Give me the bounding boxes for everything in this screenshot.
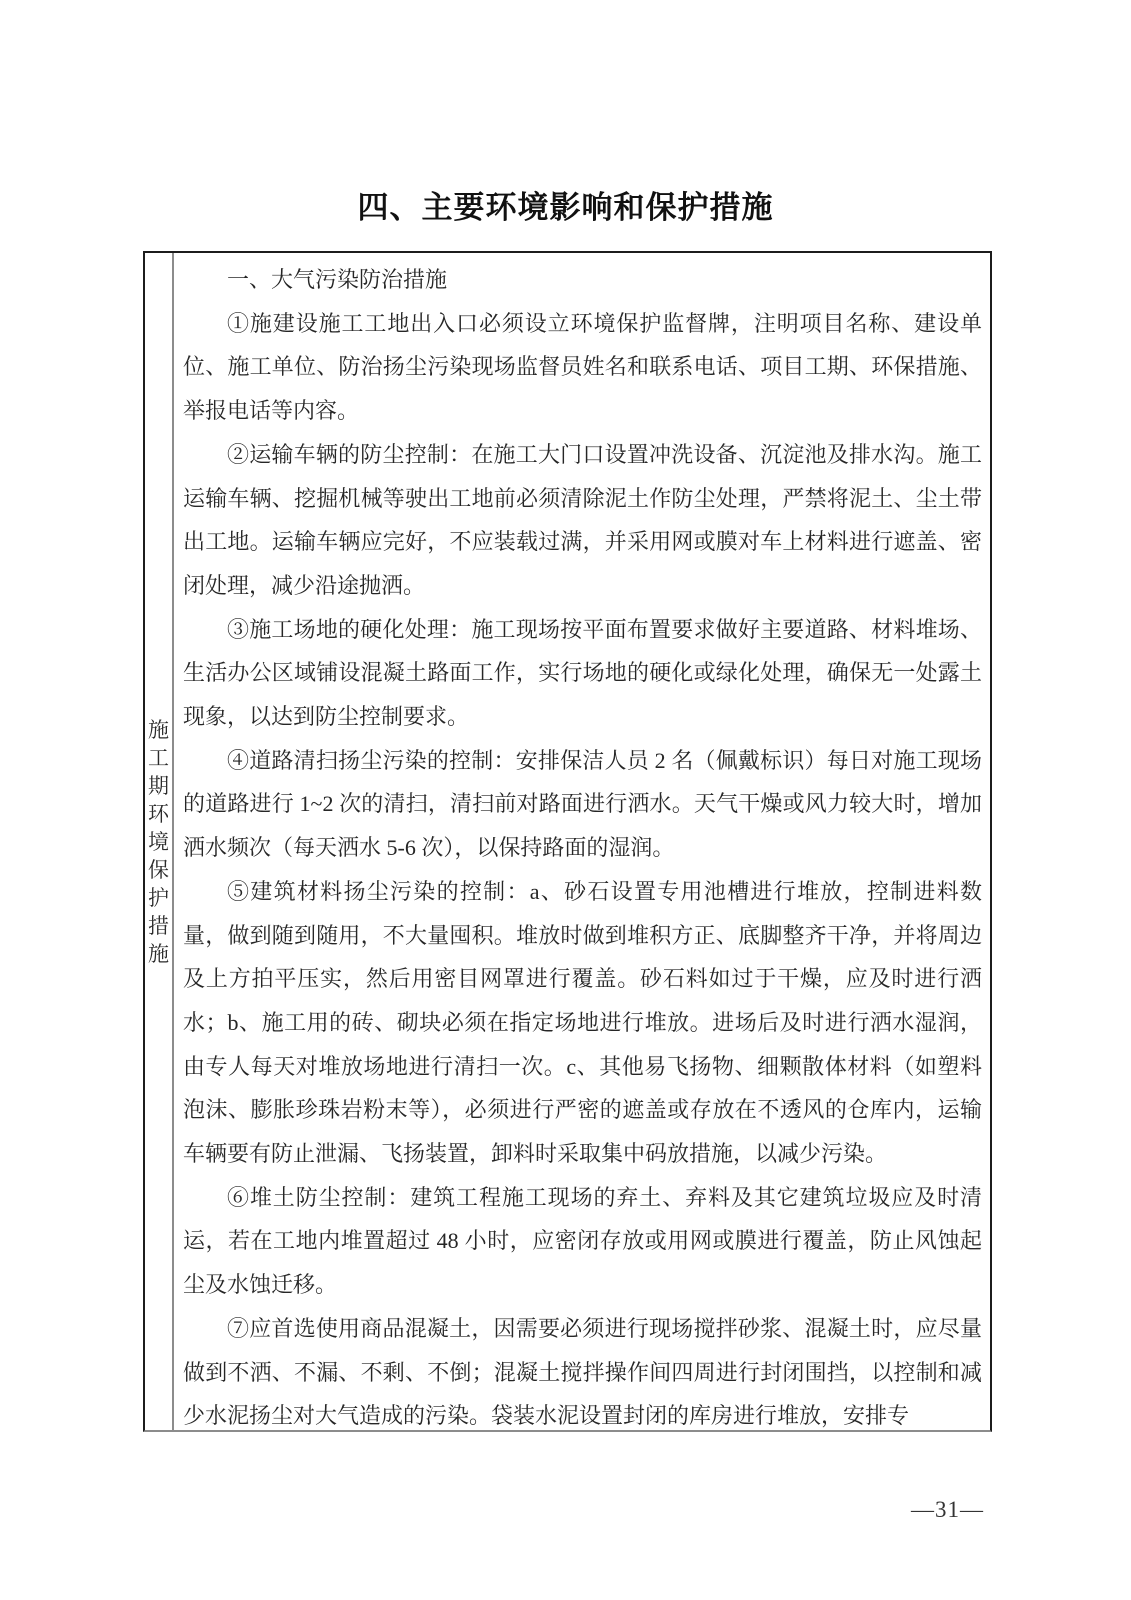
measure-paragraph-7: ⑦应首选使用商品混凝土，因需要必须进行现场搅拌砂浆、混凝土时，应尽量做到不洒、不漏、不剩、不倒；混凝土搅拌操作间四周进行封闭围挡，以控制和减少水泥扬尘对大气造成的污染。袋装水泥设置封闭的库房进行堆放，安排专 xyxy=(183,1315,982,1429)
construction-period-measures-table xyxy=(143,251,992,1432)
measure-paragraph-1: ①施建设施工工地出入口必须设立环境保护监督牌，注明项目名称、建设单位、施工单位、防治扬尘污染现场监督员姓名和联系电话、项目工期、环保措施、举报电话等内容。 xyxy=(183,310,982,424)
page-number: —31— xyxy=(911,1497,984,1522)
section-heading: 一、大气污染防治措施 xyxy=(227,267,448,292)
row-header-vertical-label: 施工期环境保护措施 xyxy=(148,717,169,966)
measure-paragraph-2: ②运输车辆的防尘控制：在施工大门口设置冲洗设备、沉淀池及排水沟。施工运输车辆、挖掘机械等驶出工地前必须清除泥土作防尘处理，严禁将泥土、尘土带出工地。运输车辆应完好，不应装载过满，并采用网或膜对车上材料进行遮盖、密闭处理，减少沿途抛洒。 xyxy=(183,441,982,598)
measure-paragraph-3: ③施工场地的硬化处理：施工现场按平面布置要求做好主要道路、材料堆场、生活办公区域铺设混凝土路面工作，实行场地的硬化或绿化处理，确保无一处露土现象，以达到防尘控制要求。 xyxy=(183,616,982,730)
table-content-cell xyxy=(174,253,990,1430)
measure-paragraph-6: ⑥堆土防尘控制：建筑工程施工现场的弃土、弃料及其它建筑垃圾应及时清运，若在工地内堆置超过 48 小时，应密闭存放或用网或膜进行覆盖，防止风蚀起尘及水蚀迁移。 xyxy=(183,1184,982,1298)
page-title: 四、主要环境影响和保护措施 xyxy=(357,190,774,225)
row-header-cell xyxy=(145,253,174,1430)
measure-paragraph-4: ④道路清扫扬尘污染的控制：安排保洁人员 2 名（佩戴标识）每日对施工现场的道路进行 1~2 次的清扫，清扫前对路面进行洒水。天气干燥或风力较大时，增加洒水频次（每天洒水 5-6 次），以保持路面的湿润。 xyxy=(183,747,982,861)
measure-paragraph-5: ⑤建筑材料扬尘污染的控制：a、砂石设置专用池槽进行堆放，控制进料数量，做到随到随用，不大量囤积。堆放时做到堆积方正、底脚整齐干净，并将周边及上方拍平压实，然后用密目网罩进行覆盖。砂石料如过于干燥，应及时进行洒水；b、施工用的砖、砌块必须在指定场地进行堆放。进场后及时进行洒水湿润，由专人每天对堆放场地进行清扫一次。c、其他易飞扬物、细颗散体材料（如塑料泡沫、膨胀珍珠岩粉末等），必须进行严密的遮盖或存放在不透风的仓库内，运输车辆要有防止泄漏、飞扬装置，卸料时采取集中码放措施，以减少污染。 xyxy=(183,878,982,1167)
